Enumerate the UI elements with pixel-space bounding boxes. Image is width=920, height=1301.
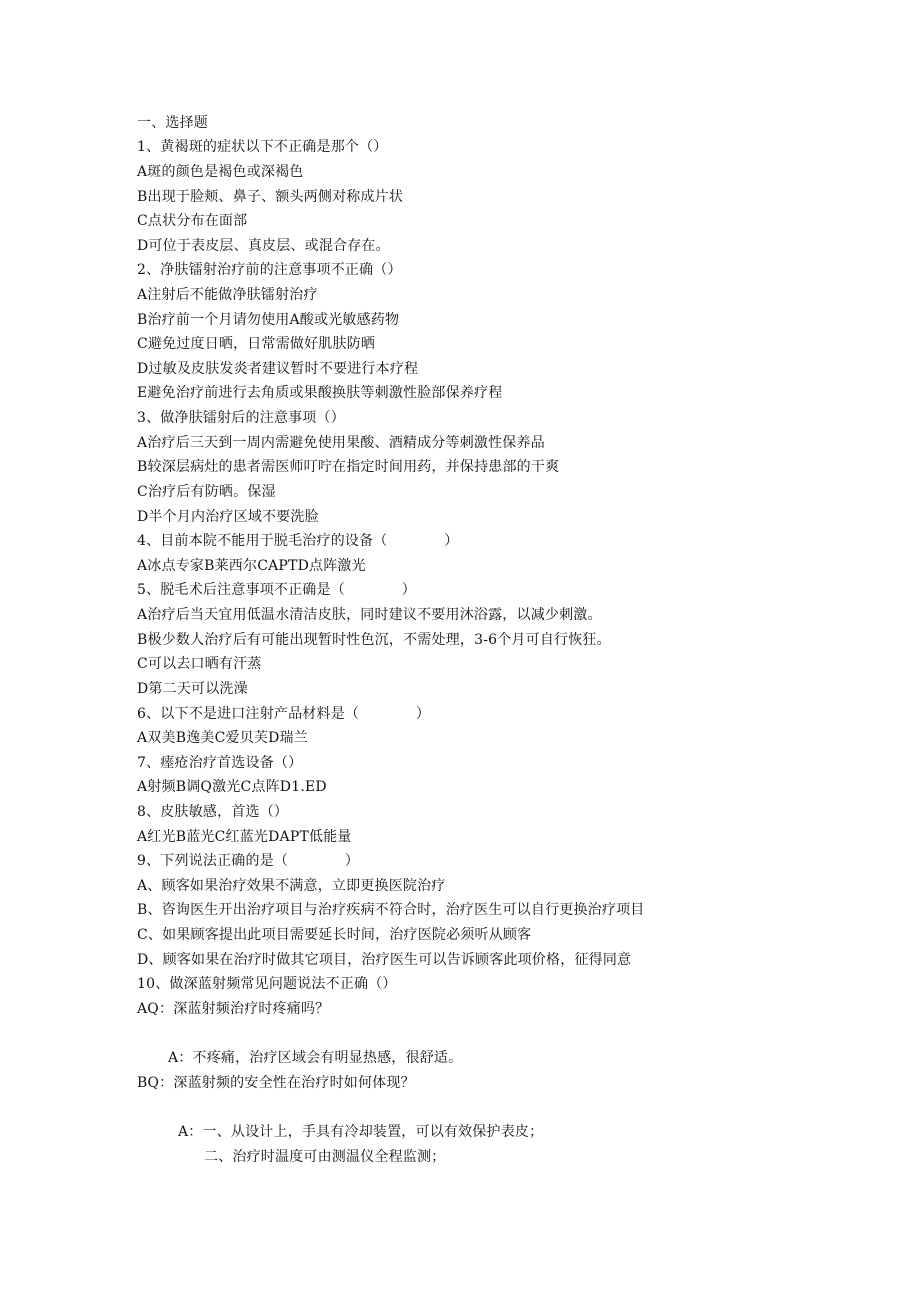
- q2-option-a: A注射后不能做净肤镭射治疗: [137, 287, 318, 303]
- question-3: 3、做净肤镭射后的注意事项（）: [137, 410, 345, 426]
- question-8: 8、皮肤敏感，首选（）: [137, 804, 289, 820]
- q10-answer-b-2: 二、治疗时温度可由测温仪全程监测；: [204, 1149, 446, 1165]
- q5-option-b: B极少数人治疗后有可能出现暂时性色沉，不需处理，3-6个月可自行恢狂。: [137, 632, 611, 648]
- q2-option-e: E避免治疗前进行去角质或果酸换肤等刺激性脸部保养疗程: [137, 385, 503, 401]
- q9-option-d: D、顾客如果在治疗时做其它项目，治疗医生可以告诉顾客此项价格，征得同意: [137, 952, 632, 968]
- question-7: 7、瘗疮治疗首选设备（）: [137, 755, 303, 771]
- q3-option-b: B较深层病灶的患者需医师叮咛在指定时间用药，并保持患部的干爽: [137, 459, 560, 475]
- q1-option-c: C点状分布在面部: [137, 213, 248, 229]
- q6-options: A双美B逸美C爱贝芙D瑞兰: [137, 730, 308, 746]
- question-10: 10、做深蓝射频常见问题说法不正确（）: [137, 976, 397, 992]
- question-4: 4、目前本院不能用于脱毛治疗的设备（ ）: [137, 533, 459, 549]
- question-1: 1、黄褐斑的症状以下不正确是那个（）: [137, 139, 388, 155]
- q2-option-d: D过敏及皮肤发炎者建议暂时不要进行本疗程: [137, 361, 419, 377]
- q5-option-d: D第二天可以洗澡: [137, 681, 248, 697]
- q10-question-a: AQ：深蓝射频治疗时疼痛吗？: [137, 1001, 330, 1017]
- q5-option-c: C可以去口晒有汗蒸: [137, 656, 262, 672]
- section-heading: 一、选择题: [137, 115, 208, 131]
- q8-options: A红光B蓝光C红蓝光DAPT低能量: [137, 829, 352, 845]
- q7-options: A射频B调Q激光C点阵D1.ED: [137, 779, 327, 795]
- q2-option-c: C避免过度日晒，日常需做好肌肤防晒: [137, 336, 376, 352]
- question-5: 5、脱毛术后注意事项不正确是（ ）: [137, 582, 416, 598]
- question-2: 2、净肤镭射治疗前的注意事项不正确（）: [137, 262, 402, 278]
- q10-answer-a: A：不疼痛，治疗区域会有明显热感，很舒适。: [168, 1050, 463, 1066]
- q3-option-c: C治疗后有防晒。保湿: [137, 484, 276, 500]
- q3-option-d: D半个月内治疗区域不要洗脸: [137, 509, 319, 525]
- q10-question-b: BQ：深蓝射频的安全性在治疗时如何体现？: [137, 1075, 415, 1091]
- q2-option-b: B治疗前一个月请勿使用A酸或光敏感药物: [137, 312, 400, 328]
- question-6: 6、以下不是进口注射产品材料是（ ）: [137, 706, 431, 722]
- q4-options: A冰点专家B莱西尔CAPTD点阵激光: [137, 558, 366, 574]
- q10-answer-b-1: A：一、从设计上，手具有冷却装置，可以有效保护表皮；: [178, 1124, 544, 1140]
- question-9: 9、下列说法正确的是（ ）: [137, 853, 360, 869]
- q1-option-b: B出现于脸颊、鼻子、额头两侧对称成片状: [137, 189, 404, 205]
- q5-option-a: A治疗后当天宜用低温水清洁皮肤，同时建议不要用沐浴露，以减少刺激。: [137, 607, 602, 623]
- q3-option-a: A治疗后三天到一周内需避免使用果酸、酒精成分等刺激性保养品: [137, 435, 545, 451]
- q1-option-d: D可位于表皮层、真皮层、或混合存在。: [137, 238, 390, 254]
- q9-option-c: C、如果顾客提出此项目需要延长时间，治疗医院必须听从顾客: [137, 927, 532, 943]
- q9-option-a: A、顾客如果治疗效果不满意，立即更换医院治疗: [137, 878, 446, 894]
- q1-option-a: A斑的颜色是褐色或深褐色: [137, 164, 304, 180]
- q9-option-b: B、咨询医生开出治疗项目与治疗疾病不符合时，治疗医生可以自行更换治疗项目: [137, 902, 645, 918]
